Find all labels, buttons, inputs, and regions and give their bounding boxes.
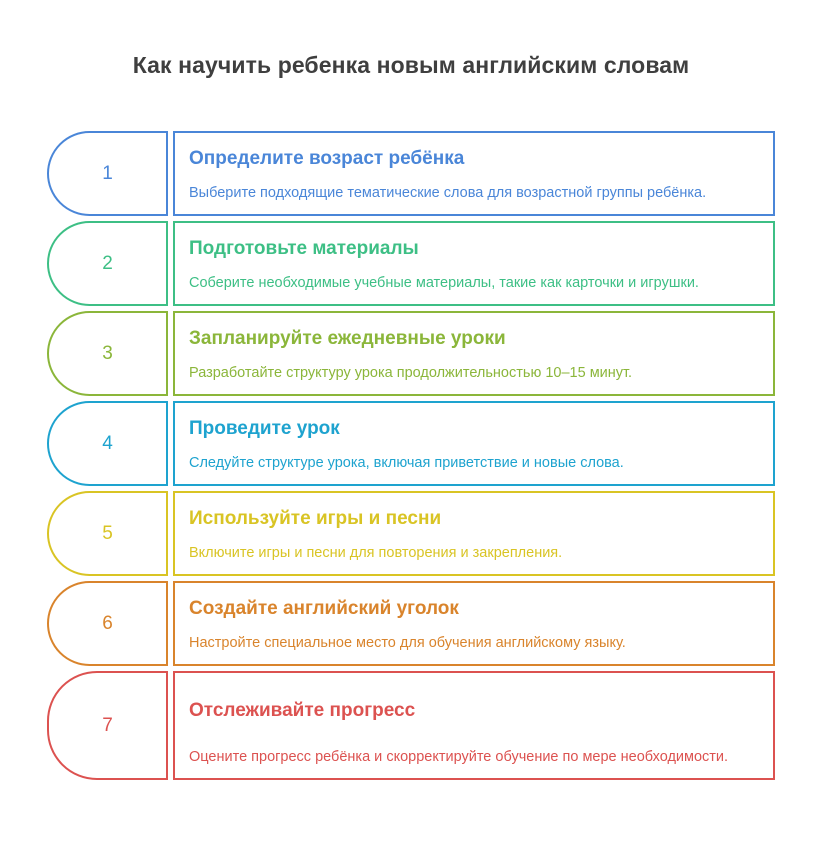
step-number-badge [47, 401, 168, 486]
step-description: Соберите необходимые учебные материалы, такие как карточки и игрушки. [189, 275, 699, 291]
step-heading: Используйте игры и песни [189, 508, 442, 529]
step-2 [47, 221, 775, 306]
step-1 [47, 131, 775, 216]
step-description: Разработайте структуру урока продолжительностью 10–15 минут. [189, 365, 633, 381]
step-card [173, 581, 775, 666]
step-number-badge [47, 311, 168, 396]
step-number-badge [47, 671, 168, 780]
step-number: 2 [102, 252, 113, 274]
step-heading: Запланируйте ежедневные уроки [189, 328, 506, 349]
step-description: Следуйте структуре урока, включая приветствие и новые слова. [189, 455, 624, 471]
step-heading: Определите возраст ребёнка [189, 148, 465, 169]
step-7 [47, 671, 775, 780]
step-card [173, 221, 775, 306]
step-number: 5 [102, 522, 113, 544]
page-title: Как научить ребенка новым английским словам [132, 52, 690, 78]
step-4 [47, 401, 775, 486]
step-number-badge [47, 131, 168, 216]
step-heading: Отслеживайте прогресс [189, 700, 416, 721]
step-3 [47, 311, 775, 396]
step-heading: Подготовьте материалы [189, 238, 419, 259]
step-card [173, 131, 775, 216]
step-6 [47, 581, 775, 666]
step-description: Настройте специальное место для обучения английскому языку. [189, 635, 626, 651]
step-number: 7 [102, 714, 113, 736]
step-description: Выберите подходящие тематические слова для возрастной группы ребёнка. [189, 185, 707, 201]
step-number-badge [47, 491, 168, 576]
step-number-badge [47, 221, 168, 306]
step-card [173, 401, 775, 486]
step-5 [47, 491, 775, 576]
step-heading: Создайте английский уголок [189, 598, 459, 619]
step-number: 4 [102, 432, 113, 454]
step-heading: Проведите урок [189, 418, 340, 439]
step-number-badge [47, 581, 168, 666]
step-description: Оцените прогресс ребёнка и скорректируйте обучение по мере необходимости. [189, 749, 729, 765]
step-number: 3 [102, 342, 113, 364]
step-number: 6 [102, 612, 113, 634]
step-description: Включите игры и песни для повторения и закрепления. [189, 545, 563, 561]
step-card [173, 671, 775, 780]
step-card [173, 311, 775, 396]
step-card [173, 491, 775, 576]
step-number: 1 [102, 162, 113, 184]
